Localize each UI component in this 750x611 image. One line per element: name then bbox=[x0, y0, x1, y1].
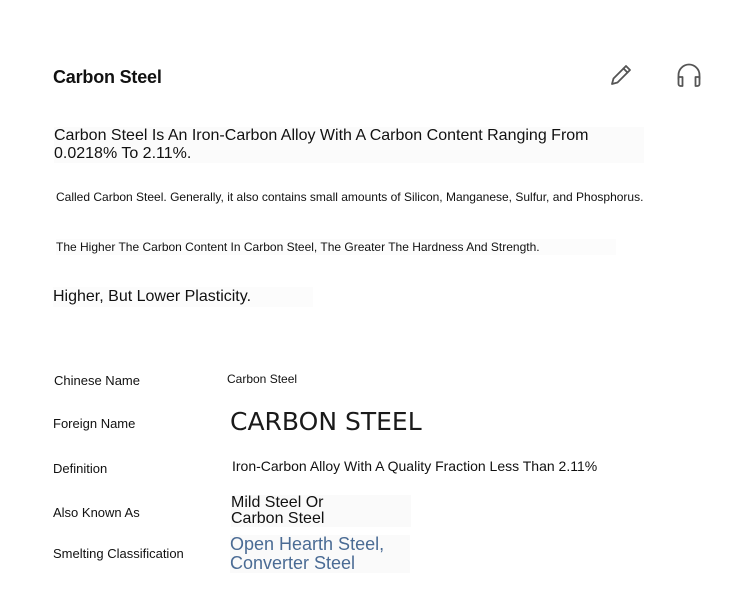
page-title: Carbon Steel bbox=[53, 64, 162, 90]
definition-label: Definition bbox=[53, 461, 108, 476]
chinese-name-value: Carbon Steel bbox=[227, 372, 298, 386]
also-known-as-value bbox=[231, 495, 411, 527]
description-paragraph: The Higher The Carbon Content In Carbon Steel, The Greater The Hardness And Strength. bbox=[56, 239, 616, 255]
also-known-as-line: Carbon Steel bbox=[231, 510, 325, 527]
smelting-classification-link[interactable]: Converter Steel bbox=[230, 553, 356, 573]
also-known-as-line: Mild Steel Or bbox=[231, 494, 324, 511]
smelting-classification-value[interactable] bbox=[230, 535, 410, 573]
smelting-classification-link[interactable]: Open Hearth Steel, bbox=[230, 534, 385, 554]
foreign-name-label: Foreign Name bbox=[53, 416, 136, 431]
definition-value: Iron-Carbon Alloy With A Quality Fraction Less Than 2.11% bbox=[232, 458, 598, 474]
foreign-name-value: CARBON STEEL bbox=[230, 407, 422, 436]
also-known-as-label: Also Known As bbox=[53, 505, 140, 520]
chinese-name-label: Chinese Name bbox=[54, 373, 140, 388]
smelting-classification-label: Smelting Classification bbox=[53, 546, 184, 561]
edit-button[interactable] bbox=[605, 59, 637, 91]
description-paragraph: Higher, But Lower Plasticity. bbox=[53, 287, 313, 307]
intro-paragraph: Carbon Steel Is An Iron-Carbon Alloy With A Carbon Content Ranging From 0.0218% To 2.11%. bbox=[54, 127, 644, 163]
listen-button[interactable] bbox=[673, 59, 705, 91]
headphones-icon bbox=[674, 60, 704, 90]
pencil-icon bbox=[607, 61, 635, 89]
description-paragraph: Called Carbon Steel. Generally, it also contains small amounts of Silicon, Manganese, Sulfur, and Phosphorus. bbox=[56, 190, 644, 204]
